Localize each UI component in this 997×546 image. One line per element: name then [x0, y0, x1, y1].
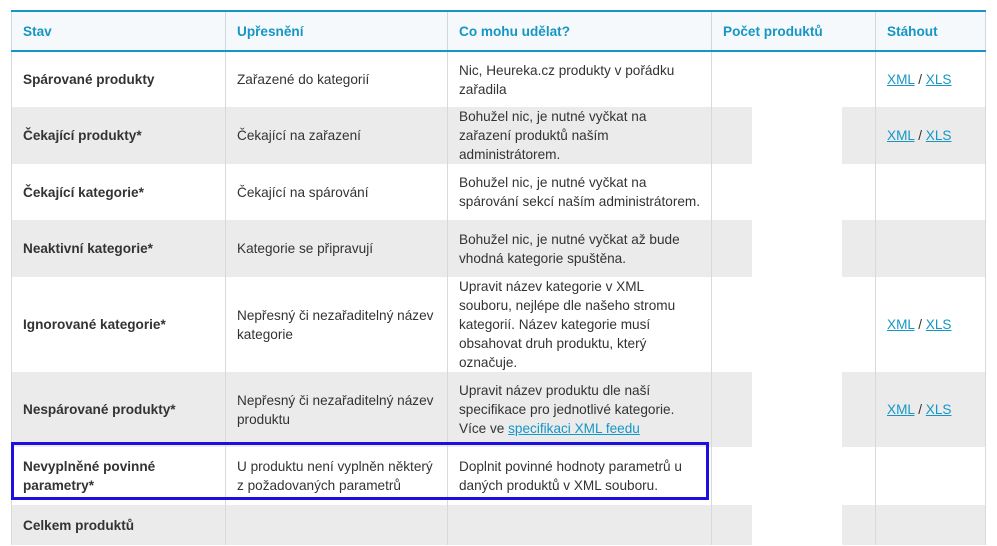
header-pocet-produktu: Počet produktů — [712, 11, 876, 51]
download-separator: / — [918, 72, 923, 87]
row-download — [876, 51, 986, 107]
row-count — [712, 51, 876, 107]
row-detail: Kategorie se připravují — [226, 220, 448, 277]
download-separator: / — [918, 402, 923, 417]
row-download — [876, 372, 986, 447]
xml-feed-specification-link[interactable]: specifikaci XML feedu — [508, 421, 640, 436]
table-header-row — [12, 11, 986, 51]
row-detail: Zařazené do kategorií — [226, 51, 448, 107]
row-detail — [226, 505, 448, 545]
table-row — [12, 220, 986, 277]
download-xls-link[interactable]: XLS — [925, 72, 952, 87]
download-xls-link[interactable]: XLS — [925, 317, 952, 332]
header-stahout: Stáhout — [876, 11, 986, 51]
row-detail: U produktu není vyplněn některý z požadovaných parametrů — [226, 447, 448, 505]
header-stav: Stav — [12, 11, 226, 51]
table-row — [12, 51, 986, 107]
row-download — [876, 505, 986, 545]
product-status-table — [11, 10, 986, 545]
row-action: Bohužel nic, je nutné vyčkat až bude vhodná kategorie spuštěna. — [448, 220, 712, 277]
download-xml-link[interactable]: XML — [887, 128, 915, 143]
row-count — [712, 277, 876, 372]
row-state: Nevyplněné povinné parametry* — [12, 447, 226, 505]
row-action: Bohužel nic, je nutné vyčkat na spárování sekcí naším administrátorem. — [448, 164, 712, 220]
row-count — [712, 505, 876, 545]
row-count — [712, 164, 876, 220]
table-row — [12, 372, 986, 447]
row-download — [876, 220, 986, 277]
table-row — [12, 447, 986, 505]
download-xml-link[interactable]: XML — [887, 317, 915, 332]
row-action: Doplnit povinné hodnoty parametrů u daných produktů v XML souboru. — [448, 447, 712, 505]
row-state: Spárované produkty — [12, 51, 226, 107]
row-count — [712, 107, 876, 164]
table-row — [12, 505, 986, 545]
row-download — [876, 277, 986, 372]
table-row — [12, 277, 986, 372]
row-state: Čekající kategorie* — [12, 164, 226, 220]
download-xml-link[interactable]: XML — [887, 72, 915, 87]
row-action — [448, 505, 712, 545]
row-state: Celkem produktů — [12, 505, 226, 545]
row-download — [876, 164, 986, 220]
row-detail: Čekající na spárování — [226, 164, 448, 220]
download-xml-link[interactable]: XML — [887, 402, 915, 417]
row-state: Nespárované produkty* — [12, 372, 226, 447]
download-separator: / — [918, 128, 923, 143]
row-detail: Nepřesný či nezařaditelný název kategorie — [226, 277, 448, 372]
table-row — [12, 107, 986, 164]
row-action: Bohužel nic, je nutné vyčkat na zařazení produktů naším administrátorem. — [448, 107, 712, 164]
header-upresneni: Upřesnění — [226, 11, 448, 51]
row-action: Nic, Heureka.cz produkty v pořádku zařadila — [448, 51, 712, 107]
row-count — [712, 220, 876, 277]
row-detail: Čekající na zařazení — [226, 107, 448, 164]
row-state: Čekající produkty* — [12, 107, 226, 164]
row-state: Ignorované kategorie* — [12, 277, 226, 372]
row-action: Upravit název kategorie v XML souboru, nejlépe dle našeho stromu kategorií. Název kategorie musí obsahovat druh produktu, který označuje. — [448, 277, 712, 372]
row-download — [876, 447, 986, 505]
download-xls-link[interactable]: XLS — [925, 128, 952, 143]
row-action-text: Upravit název produktu dle naší specifikace pro jednotlivé kategorie. Více ve — [459, 383, 675, 436]
table-row — [12, 164, 986, 220]
download-separator: / — [918, 317, 923, 332]
row-count — [712, 372, 876, 447]
row-count — [712, 447, 876, 505]
row-state: Neaktivní kategorie* — [12, 220, 226, 277]
row-detail: Nepřesný či nezařaditelný název produktu — [226, 372, 448, 447]
row-download — [876, 107, 986, 164]
header-co-mohu-udelat: Co mohu udělat? — [448, 11, 712, 51]
download-xls-link[interactable]: XLS — [925, 402, 952, 417]
row-action — [448, 372, 712, 447]
